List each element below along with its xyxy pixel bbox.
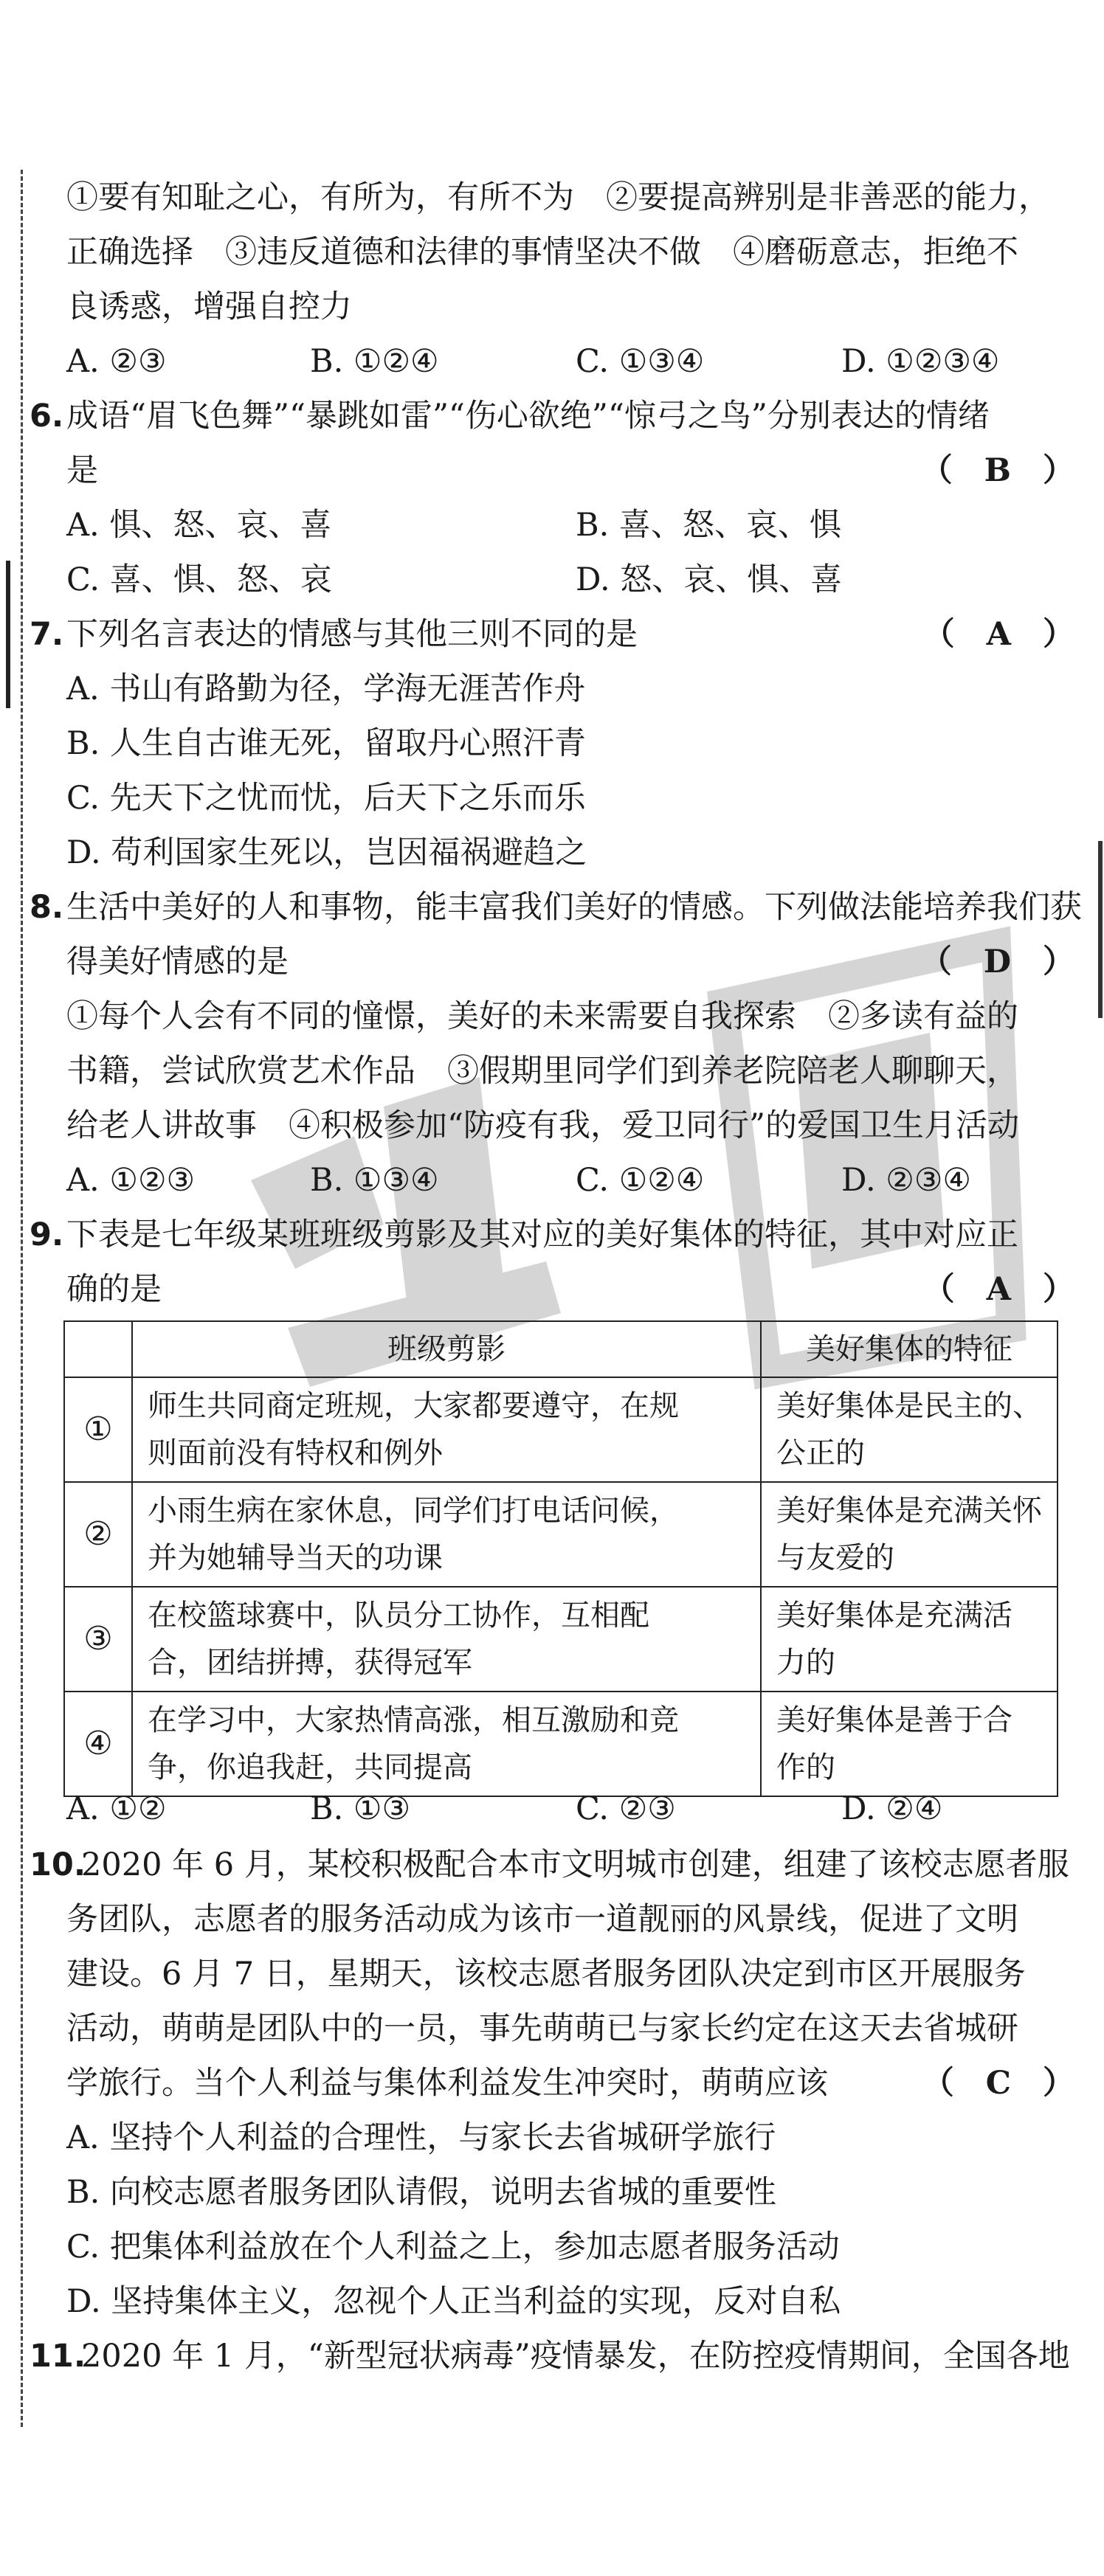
table-header-cell: 班级剪影 bbox=[132, 1321, 761, 1377]
q10-number: 10. bbox=[30, 1846, 86, 1883]
q5-option-c: C. ①③④ bbox=[576, 343, 705, 380]
q9-stem-line: 确的是 bbox=[66, 1271, 162, 1308]
cell-line: 并为她辅导当天的功课 bbox=[148, 1541, 443, 1575]
table-row bbox=[64, 1587, 1058, 1692]
q9-option-a: A. ①② bbox=[66, 1790, 167, 1827]
q10-option-c: C. 把集体利益放在个人利益之上，参加志愿者服务活动 bbox=[66, 2229, 840, 2265]
q9-option-d: D. ②④ bbox=[841, 1790, 943, 1827]
table-header-cell: 美好集体的特征 bbox=[761, 1321, 1058, 1377]
q6-option-c: C. 喜、惧、怒、哀 bbox=[66, 561, 332, 598]
q6-option-a: A. 惧、怒、哀、喜 bbox=[66, 507, 332, 544]
table-row bbox=[64, 1692, 1058, 1796]
q5-statement-line: 正确选择 ③违反道德和法律的事情坚决不做 ④磨砺意志，拒绝不 bbox=[66, 234, 1018, 271]
q7-option-b: B. 人生自古谁无死，留取丹心照汗青 bbox=[66, 725, 586, 762]
cell-line: 合，团结拼搏，获得冠军 bbox=[148, 1646, 472, 1680]
q10-stem-line: 建设。6 月 7 日，星期天，该校志愿者服务团队决定到市区开展服务 bbox=[66, 1956, 1026, 1992]
cell-line: 美好集体是善于合 bbox=[776, 1703, 1012, 1737]
q5-option-d: D. ①②③④ bbox=[841, 343, 1000, 380]
cell-line: 师生共同商定班规，大家都要遵守，在规 bbox=[148, 1389, 679, 1423]
q8-number: 8. bbox=[30, 889, 64, 926]
cell-line: 公正的 bbox=[776, 1436, 865, 1470]
table-cell bbox=[761, 1587, 1058, 1692]
q9-option-b: B. ①③ bbox=[310, 1790, 411, 1827]
q8-option-b: B. ①③④ bbox=[310, 1162, 439, 1199]
q7-stem: 下列名言表达的情感与其他三则不同的是 bbox=[66, 616, 638, 653]
q8-option-a: A. ①②③ bbox=[66, 1162, 196, 1199]
cell-line: 则面前没有特权和例外 bbox=[148, 1436, 443, 1470]
q10-stem-line: 2020 年 6 月，某校积极配合本市文明城市创建，组建了该校志愿者服 bbox=[81, 1846, 1069, 1883]
table-row bbox=[64, 1482, 1058, 1587]
q8-answer: （ D ） bbox=[920, 944, 1074, 980]
q10-option-a: A. 坚持个人利益的合理性，与家长去省城研学旅行 bbox=[66, 2119, 776, 2156]
q9-stem-line: 下表是七年级某班班级剪影及其对应的美好集体的特征，其中对应正 bbox=[66, 1216, 1018, 1253]
table-header-row bbox=[64, 1321, 1058, 1377]
q8-statement-line: 给老人讲故事 ④积极参加“防疫有我，爱卫同行”的爱国卫生月活动 bbox=[66, 1107, 1019, 1144]
q9-number: 9. bbox=[30, 1216, 64, 1253]
q11-number: 11. bbox=[30, 2338, 86, 2375]
table-cell bbox=[132, 1587, 761, 1692]
table-row bbox=[64, 1377, 1058, 1482]
q6-answer: （ B ） bbox=[920, 452, 1074, 489]
table-cell bbox=[761, 1482, 1058, 1587]
cell-line: 在学习中，大家热情高涨，相互激励和竞 bbox=[148, 1703, 679, 1737]
q7-number: 7. bbox=[30, 616, 64, 653]
table-cell bbox=[132, 1692, 761, 1796]
cell-line: 与友爱的 bbox=[776, 1541, 894, 1575]
q9-option-c: C. ②③ bbox=[576, 1790, 676, 1827]
q8-stem-line: 生活中美好的人和事物，能丰富我们美好的情感。下列做法能培养我们获 bbox=[66, 889, 1082, 926]
cell-line: 小雨生病在家休息，同学们打电话问候， bbox=[148, 1494, 679, 1528]
q10-stem-line: 学旅行。当个人利益与集体利益发生冲突时，萌萌应该 bbox=[66, 2065, 828, 2102]
cell-line: 在校篮球赛中，队员分工协作，互相配 bbox=[148, 1599, 649, 1632]
table-row-number: ① bbox=[64, 1377, 132, 1482]
q5-statement-line: ①要有知耻之心，有所为，有所不为 ②要提高辨别是非善恶的能力， bbox=[66, 179, 1050, 216]
q6-stem-line: 成语“眉飞色舞”“暴跳如雷”“伤心欲绝”“惊弓之鸟”分别表达的情绪 bbox=[66, 398, 990, 434]
table-cell bbox=[132, 1377, 761, 1482]
table-cell bbox=[761, 1692, 1058, 1796]
table-cell bbox=[132, 1482, 761, 1587]
q5-option-a: A. ②③ bbox=[66, 343, 167, 380]
q10-option-d: D. 坚持集体主义，忽视个人正当利益的实现，反对自私 bbox=[66, 2283, 841, 2320]
q8-option-c: C. ①②④ bbox=[576, 1162, 705, 1199]
q5-statement-line: 良诱惑，增强自控力 bbox=[66, 288, 352, 325]
q7-option-d: D. 苟利国家生死以，岂因福祸避趋之 bbox=[66, 834, 587, 871]
q8-option-d: D. ②③④ bbox=[841, 1162, 971, 1199]
binding-dashed-line bbox=[21, 170, 23, 2427]
cell-line: 美好集体是充满关怀 bbox=[776, 1494, 1042, 1528]
q6-number: 6. bbox=[30, 398, 64, 434]
q11-stem: 2020 年 1 月，“新型冠状病毒”疫情暴发，在防控疫情期间，全国各地 bbox=[81, 2338, 1070, 2375]
q8-stem-line: 得美好情感的是 bbox=[66, 944, 289, 980]
q6-stem-line: 是 bbox=[66, 452, 98, 489]
margin-mark-right bbox=[1098, 841, 1103, 1018]
table-header-cell bbox=[64, 1321, 132, 1377]
table-cell bbox=[761, 1377, 1058, 1482]
q10-option-b: B. 向校志愿者服务团队请假，说明去省城的重要性 bbox=[66, 2174, 776, 2211]
table-row-number: ② bbox=[64, 1482, 132, 1587]
cell-line: 作的 bbox=[776, 1751, 835, 1784]
q5-option-b: B. ①②④ bbox=[310, 343, 439, 380]
q10-stem-line: 务团队，志愿者的服务活动成为该市一道靓丽的风景线，促进了文明 bbox=[66, 1901, 1018, 1938]
q7-answer: （ A ） bbox=[922, 616, 1074, 653]
cell-line: 力的 bbox=[776, 1646, 835, 1680]
q6-option-d: D. 怒、哀、惧、喜 bbox=[576, 561, 843, 598]
q7-option-a: A. 书山有路勤为径，学海无涯苦作舟 bbox=[66, 671, 586, 707]
q8-statement-line: 书籍，尝试欣赏艺术作品 ③假期里同学们到养老院陪老人聊聊天， bbox=[66, 1053, 1018, 1090]
q9-answer: （ A ） bbox=[922, 1271, 1074, 1308]
margin-mark-left bbox=[6, 561, 10, 708]
q6-option-b: B. 喜、怒、哀、惧 bbox=[576, 507, 841, 544]
table-row-number: ③ bbox=[64, 1587, 132, 1692]
table-row-number: ④ bbox=[64, 1692, 132, 1796]
q7-option-c: C. 先天下之忧而忧，后天下之乐而乐 bbox=[66, 780, 586, 817]
class-feature-table bbox=[63, 1320, 1058, 1797]
cell-line: 美好集体是民主的、 bbox=[776, 1389, 1042, 1423]
q10-stem-line: 活动，萌萌是团队中的一员，事先萌萌已与家长约定在这天去省城研 bbox=[66, 2010, 1018, 2047]
q10-answer: （ C ） bbox=[922, 2065, 1074, 2102]
cell-line: 美好集体是充满活 bbox=[776, 1599, 1012, 1632]
cell-line: 争，你追我赶，共同提高 bbox=[148, 1751, 472, 1784]
q8-statement-line: ①每个人会有不同的憧憬，美好的未来需要自我探索 ②多读有益的 bbox=[66, 998, 1018, 1035]
